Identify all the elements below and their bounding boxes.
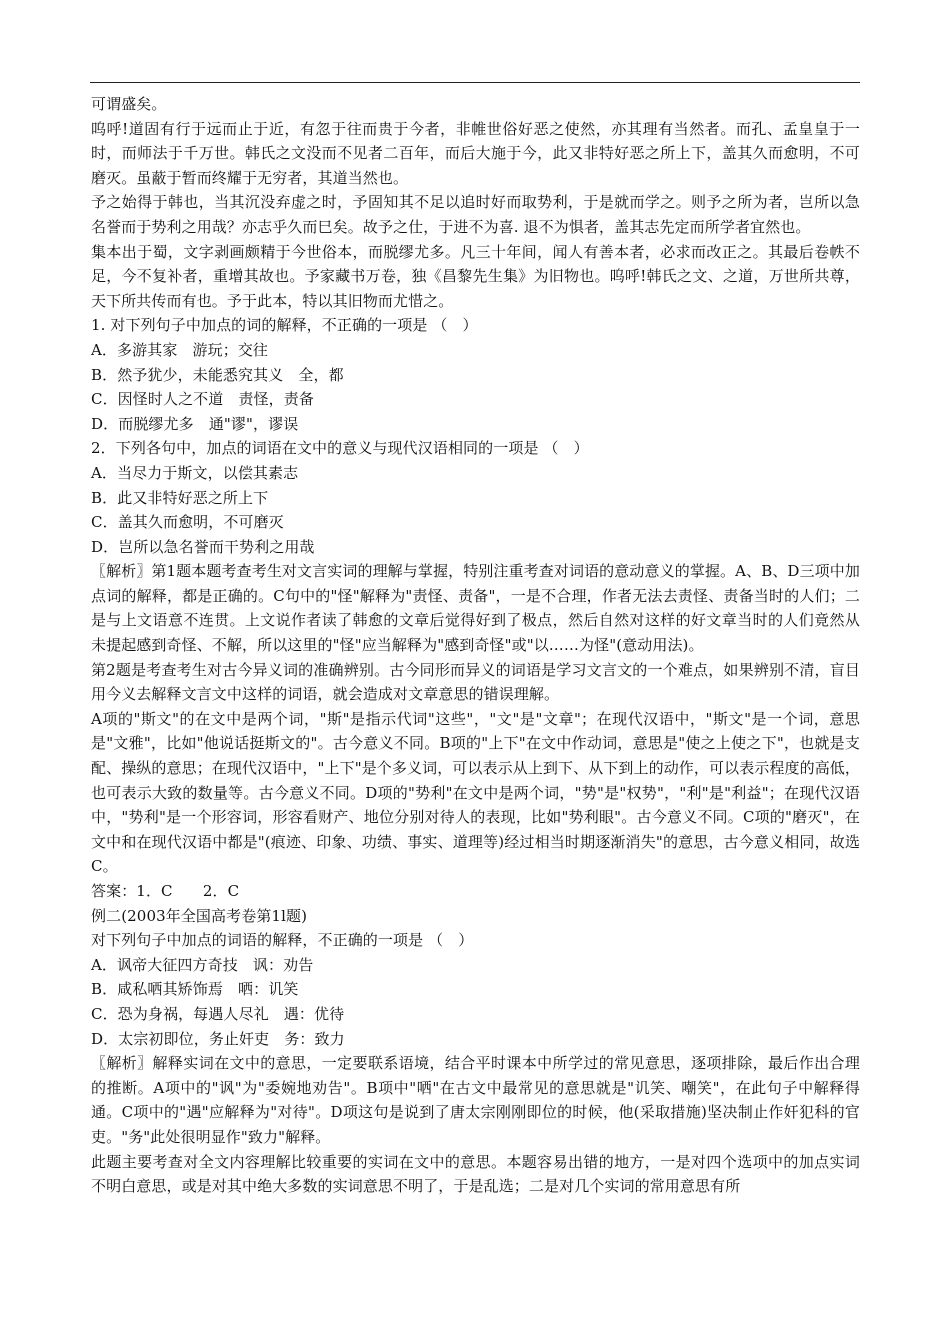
analysis-paragraph: 〖解析〗解释实词在文中的意思，一定要联系语境，结合平时课本中所学过的常见意思，逐项排除，最后作出合理的推断。A项中的"讽"为"委婉地劝告"。B项中"哂"在古文中最常见的意思就是"讥笑、嘲笑"，在此句子中解释得通。C项中的"遇"应解释为"对待"。D项这句是说到了唐太宗刚刚即位的时候，他(采取措施)坚决制止作奸犯科的官吏。"务"此处很明显作"致力"解释。 (91, 1054, 860, 1146)
question-1: 1. 对下列句子中加点的词的解释，不正确的一项是 （ ） (91, 316, 478, 335)
question-example-2: 对下列句子中加点的词语的解释，不正确的一项是 （ ） (91, 931, 474, 950)
question-2: 2．下列各句中，加点的词语在文中的意义与现代汉语相同的一项是 （ ） (91, 439, 589, 458)
document-body (91, 92, 860, 1199)
option-b: B．此又非特好恶之所上下 (91, 488, 269, 507)
analysis-paragraph: 第2题是考查考生对古今异义词的准确辨别。古今同形而异义的词语是学习文言文的一个难点，如果辨别不清，盲目用今义去解释文言文中这样的词语，就会造成对文章意思的错误理解。 (91, 660, 860, 704)
option-a: A．讽帝大征四方奇技 讽：劝告 (91, 955, 314, 974)
option-c: C．因怪时人之不道 责怪，责备 (91, 390, 314, 409)
paragraph: 予之始得于韩也，当其沉没弃虚之时，予固知其不足以追时好而取势利，于是就而学之。则予之所为者，岂所以急名誉而于势利之用哉？亦志乎久而巳矣。故予之仕，于进不为喜. 退不为惧者，盖其志先定而所学者宜然也。 (91, 193, 860, 236)
option-c: C．恐为身祸，每遇人尽礼 遇：优待 (91, 1004, 345, 1023)
option-b: B．咸私哂其矫饰焉 哂：讥笑 (91, 980, 299, 999)
paragraph: 呜呼!道固有行于远而止于近，有忽于往而贵于今者，非帷世俗好恶之使然，亦其理有当然者。而孔、孟皇皇于一时，而师法于千万世。韩氏之文没而不见者二百年，而后大施于今，此又非特好恶之所上下，盖其久而愈明，不可磨灭。虽蔽于暂而终耀于无穷者，其道当然也。 (91, 119, 860, 187)
option-c: C．盖其久而愈明，不可磨灭 (91, 513, 284, 532)
option-b: B．然予犹少，未能悉究其义 全，都 (91, 365, 344, 384)
header-rule (90, 82, 860, 83)
option-d: D．太宗初即位，务止奸吏 务：致力 (91, 1029, 345, 1048)
option-d: D．而脱缪尤多 通"谬"，谬误 (91, 414, 299, 433)
option-a: A．当尽力于斯文，以偿其素志 (91, 463, 299, 482)
paragraph: 集本出于蜀，文字剥画颇精于今世俗本，而脱缪尤多。凡三十年间，闻人有善本者，必求而改正之。其最后卷帙不足，今不复补者，重增其故也。予家藏书万卷，独《昌黎先生集》为旧物也。呜呼!韩氏之文、之道，万世所共尊，天下所共传而有也。予于此本，特以其旧物而尤惜之。 (91, 242, 860, 310)
analysis-paragraph: 此题主要考查对全文内容理解比较重要的实词在文中的意思。本题容易出错的地方，一是对四个选项中的加点实词不明白意思，或是对其中绝大多数的实词意思不明了，于是乱选；二是对几个实词的常用意思有所 (91, 1152, 860, 1196)
answer-line: 答案：1．C 2．C (91, 882, 240, 900)
paragraph: 可谓盛矣。 (91, 95, 167, 113)
option-d: D．岂所以急名誉而干势利之用哉 (91, 537, 315, 556)
analysis-paragraph: A项的"斯文"的在文中是两个词，"斯"是指示代词"这些"，"文"是"文章"；在现代汉语中，"斯文"是一个词，意思是"文雅"，比如"他说话挺斯文的"。古今意义不同。B项的"上下"在文中作动词，意思是"使之上使之下"，也就是支配、操纵的意思；在现代汉语中，"上下"是个多义词，可以表示从上到下、从下到上的动作，可以表示程度的高低，也可表示大致的数量等。古今意义不同。D项的"势利"在文中是两个词，"势"是"权势"，"利"是"利益"；在现代汉语中，"势利"是一个形容词，形容看财产、地位分别对待人的表现，比如"势利眼"。古今意义不同。C项的"磨灭"，在文中和在现代汉语中都是"(痕迹、印象、功绩、事实、道理等)经过相当时期逐渐消失"的意思，古今意义相同，故选C。 (91, 709, 861, 876)
option-a: A．多游其家 游玩；交往 (91, 340, 269, 359)
analysis-paragraph: 〖解析〗第1题本题考查考生对文言实词的理解与掌握，特别注重考查对词语的意动意义的掌握。A、B、D三项中加点词的解释，都是正确的。C句中的"怪"解释为"责怪、责备"，一是不合理，作者无法去责怪、责备当时的人们；二是与上文语意不连贯。上文说作者读了韩愈的文章后觉得好到了极点，然后自然对这样的好文章当时的人们竟然从未提起感到奇怪、不解，所以这里的"怪"应当解释为"感到奇怪"或"以……为怪"(意动用法)。 (91, 562, 860, 655)
example-heading: 例二(2003年全国高考卷第1l题) (91, 906, 308, 925)
